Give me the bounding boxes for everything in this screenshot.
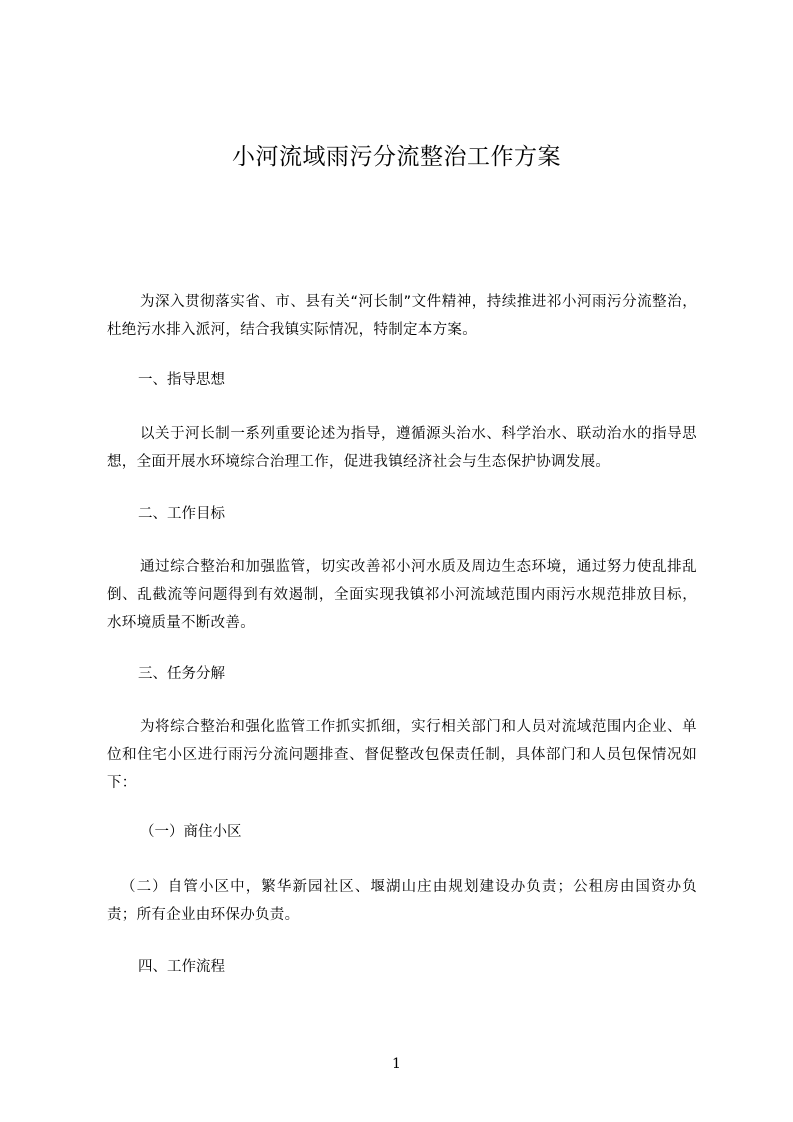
section-1-body: 以关于河长制一系列重要论述为指导，遵循源头治水、科学治水、联动治水的指导思想，全面开展水环境综合治理工作，促进我镇经济社会与生态保护协调发展。 xyxy=(107,426,697,470)
section-1-heading: 一、指导思想 xyxy=(138,372,225,388)
intro-paragraph: 为深入贯彻落实省、市、县有关“河长制”文件精神，持续推进祁小河雨污分流整治，杜绝污水排入派河，结合我镇实际情况，特制定本方案。 xyxy=(107,294,697,338)
section-4-heading: 四、工作流程 xyxy=(138,959,225,975)
section-2-heading: 二、工作目标 xyxy=(138,506,225,522)
section-3-heading: 三、任务分解 xyxy=(138,666,225,682)
page-number: 1 xyxy=(392,1056,401,1072)
section-2-body: 通过综合整治和加强监管，切实改善祁小河水质及周边生态环境，通过努力使乱排乱倒、乱截流等问题得到有效遏制，全面实现我镇祁小河流域范围内雨污水规范排放目标，水环境质量不断改善。 xyxy=(107,559,697,631)
document-title: 小河流域雨污分流整治工作方案 xyxy=(232,144,561,170)
section-3-sub-2: （二）自管小区中，繁华新园社区、堰湖山庄由规划建设办负责；公租房由国资办负责；所有企业由环保办负责。 xyxy=(107,879,697,923)
section-3-body: 为将综合整治和强化监管工作抓实抓细，实行相关部门和人员对流域范围内企业、单位和住宅小区进行雨污分流问题排查、督促整改包保责任制，具体部门和人员包保情况如下： xyxy=(107,719,697,791)
section-3-sub-1: （一）商住小区 xyxy=(140,824,242,840)
